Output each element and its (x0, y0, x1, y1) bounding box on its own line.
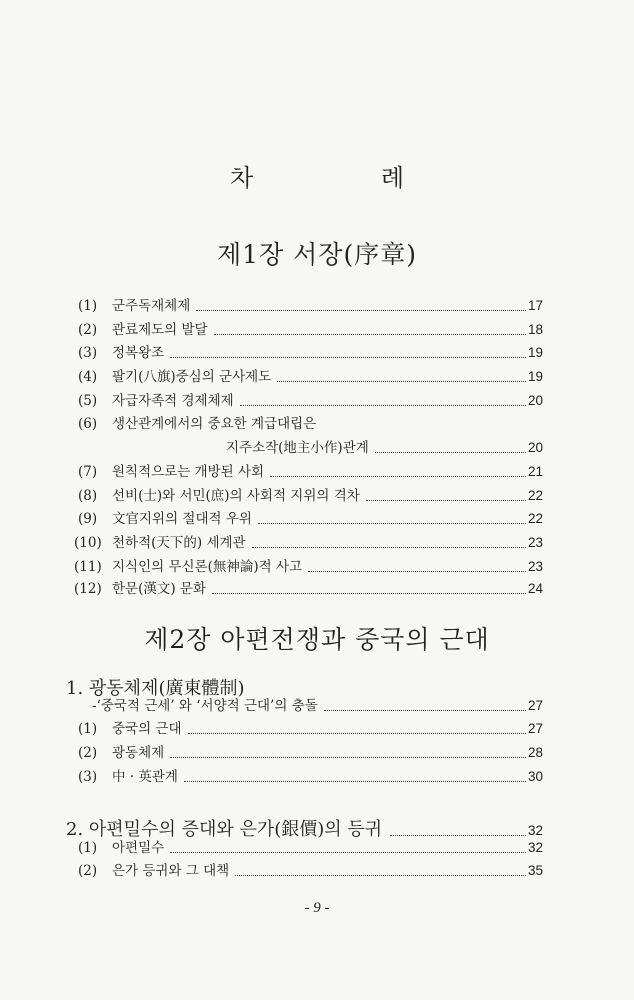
entry-number: (7) (78, 464, 98, 480)
page-title: 차 례 (230, 164, 464, 192)
leader-dots (235, 875, 526, 876)
toc-entry (74, 534, 543, 552)
entry-label: 中 · 英관계 (112, 769, 178, 785)
entry-page: 20 (527, 440, 543, 455)
toc-entry (78, 510, 543, 528)
toc-entry (78, 862, 543, 880)
entry-label: 군주독재체제 (112, 298, 191, 314)
entry-label: 아편밀수 (112, 840, 165, 856)
entry-page: 24 (527, 581, 543, 596)
entry-page: 17 (527, 298, 543, 313)
leader-dots (308, 571, 526, 572)
leader-dots (170, 357, 526, 358)
toc-entry (74, 580, 543, 598)
section-page: 32 (527, 823, 543, 838)
entry-number: (3) (78, 769, 98, 785)
toc-entry (78, 744, 543, 762)
chapter-2-heading: 제2장 아편전쟁과 중국의 근대 (144, 625, 490, 654)
leader-dots (188, 733, 526, 734)
entry-page: 18 (527, 322, 543, 337)
entry-label: 광동체제 (112, 745, 165, 761)
entry-number: (10) (74, 535, 102, 551)
leader-dots (390, 835, 526, 836)
entry-label: 선비(士)와 서민(庶)의 사회적 지위의 격차 (112, 488, 360, 504)
entry-page: 19 (527, 345, 543, 360)
toc-entry (74, 558, 543, 576)
leader-dots (214, 334, 526, 335)
entry-page: 19 (527, 369, 543, 384)
page-number: - 9 - (304, 900, 330, 916)
entry-label: 文官지위의 절대적 우위 (112, 511, 252, 527)
toc-entry (78, 368, 543, 386)
leader-dots (196, 310, 526, 311)
toc-entry-continued (226, 439, 543, 457)
entry-page: 30 (527, 769, 543, 784)
toc-entry (78, 768, 543, 786)
entry-page: 22 (527, 488, 543, 503)
entry-label: 팔기(八旗)중심의 군사제도 (112, 369, 272, 385)
entry-label: -‘중국적 근세’ 와 ‘서양적 근대’의 충돌 (92, 698, 318, 714)
entry-page: 27 (527, 721, 543, 736)
entry-number: (12) (74, 581, 102, 597)
leader-dots (184, 781, 526, 782)
leader-dots (366, 500, 526, 501)
entry-label: 중국의 근대 (112, 721, 182, 737)
entry-number: (4) (78, 369, 98, 385)
entry-label: 생산관계에서의 중요한 계급대립은 (112, 416, 317, 432)
entry-page: 23 (527, 535, 543, 550)
toc-entry (78, 321, 543, 339)
entry-number: (1) (78, 298, 98, 314)
leader-dots (170, 757, 526, 758)
entry-page: 35 (527, 863, 543, 878)
leader-dots (375, 452, 526, 453)
toc-entry-subtitle (92, 697, 543, 715)
entry-page: 23 (527, 559, 543, 574)
entry-number: (2) (78, 745, 98, 761)
entry-number: (6) (78, 416, 98, 432)
leader-dots (252, 547, 526, 548)
toc-entry (78, 392, 543, 410)
entry-number: (1) (78, 840, 98, 856)
entry-page: 27 (527, 698, 543, 713)
entry-number: (8) (78, 488, 98, 504)
entry-label: 관료제도의 발달 (112, 322, 208, 338)
entry-label: 자급자족적 경제체제 (112, 393, 234, 409)
chapter-1-heading: 제1장 서장(序章) (217, 240, 417, 269)
entry-page: 21 (527, 464, 543, 479)
entry-label: 원칙적으로는 개방된 사회 (112, 464, 265, 480)
entry-label: 은가 등귀와 그 대책 (112, 863, 230, 879)
section-2-heading (66, 815, 543, 841)
entry-label: 한문(漢文) 문화 (112, 581, 206, 597)
entry-number: (5) (78, 393, 98, 409)
entry-number: (2) (78, 322, 98, 338)
entry-number: (2) (78, 863, 98, 879)
entry-number: (3) (78, 345, 98, 361)
entry-page: 28 (527, 745, 543, 760)
entry-label: 지주소작(地主小作)관계 (226, 440, 369, 456)
toc-entry (78, 720, 543, 738)
entry-label: 천하적(天下的) 세계관 (112, 535, 246, 551)
toc-entry (78, 487, 543, 505)
toc-entry (78, 463, 543, 481)
toc-entry (78, 344, 543, 362)
section-label: 2. 아편밀수의 증대와 은가(銀價)의 등귀 (66, 819, 383, 840)
entry-label: 정복왕조 (112, 345, 165, 361)
leader-dots (258, 523, 526, 524)
entry-number: (9) (78, 511, 98, 527)
leader-dots (270, 476, 526, 477)
toc-entry (78, 297, 543, 315)
entry-page: 32 (527, 840, 543, 855)
leader-dots (277, 381, 526, 382)
leader-dots (240, 405, 526, 406)
toc-entry (78, 839, 543, 857)
leader-dots (212, 593, 526, 594)
entry-page: 22 (527, 511, 543, 526)
section-label: 1. 광동체제(廣東體制) (66, 678, 245, 699)
entry-label: 지식인의 무신론(無神論)적 사고 (112, 559, 303, 575)
toc-entry (78, 415, 543, 433)
entry-number: (11) (74, 559, 102, 575)
entry-number: (1) (78, 721, 98, 737)
leader-dots (170, 852, 526, 853)
leader-dots (324, 710, 526, 711)
entry-page: 20 (527, 393, 543, 408)
